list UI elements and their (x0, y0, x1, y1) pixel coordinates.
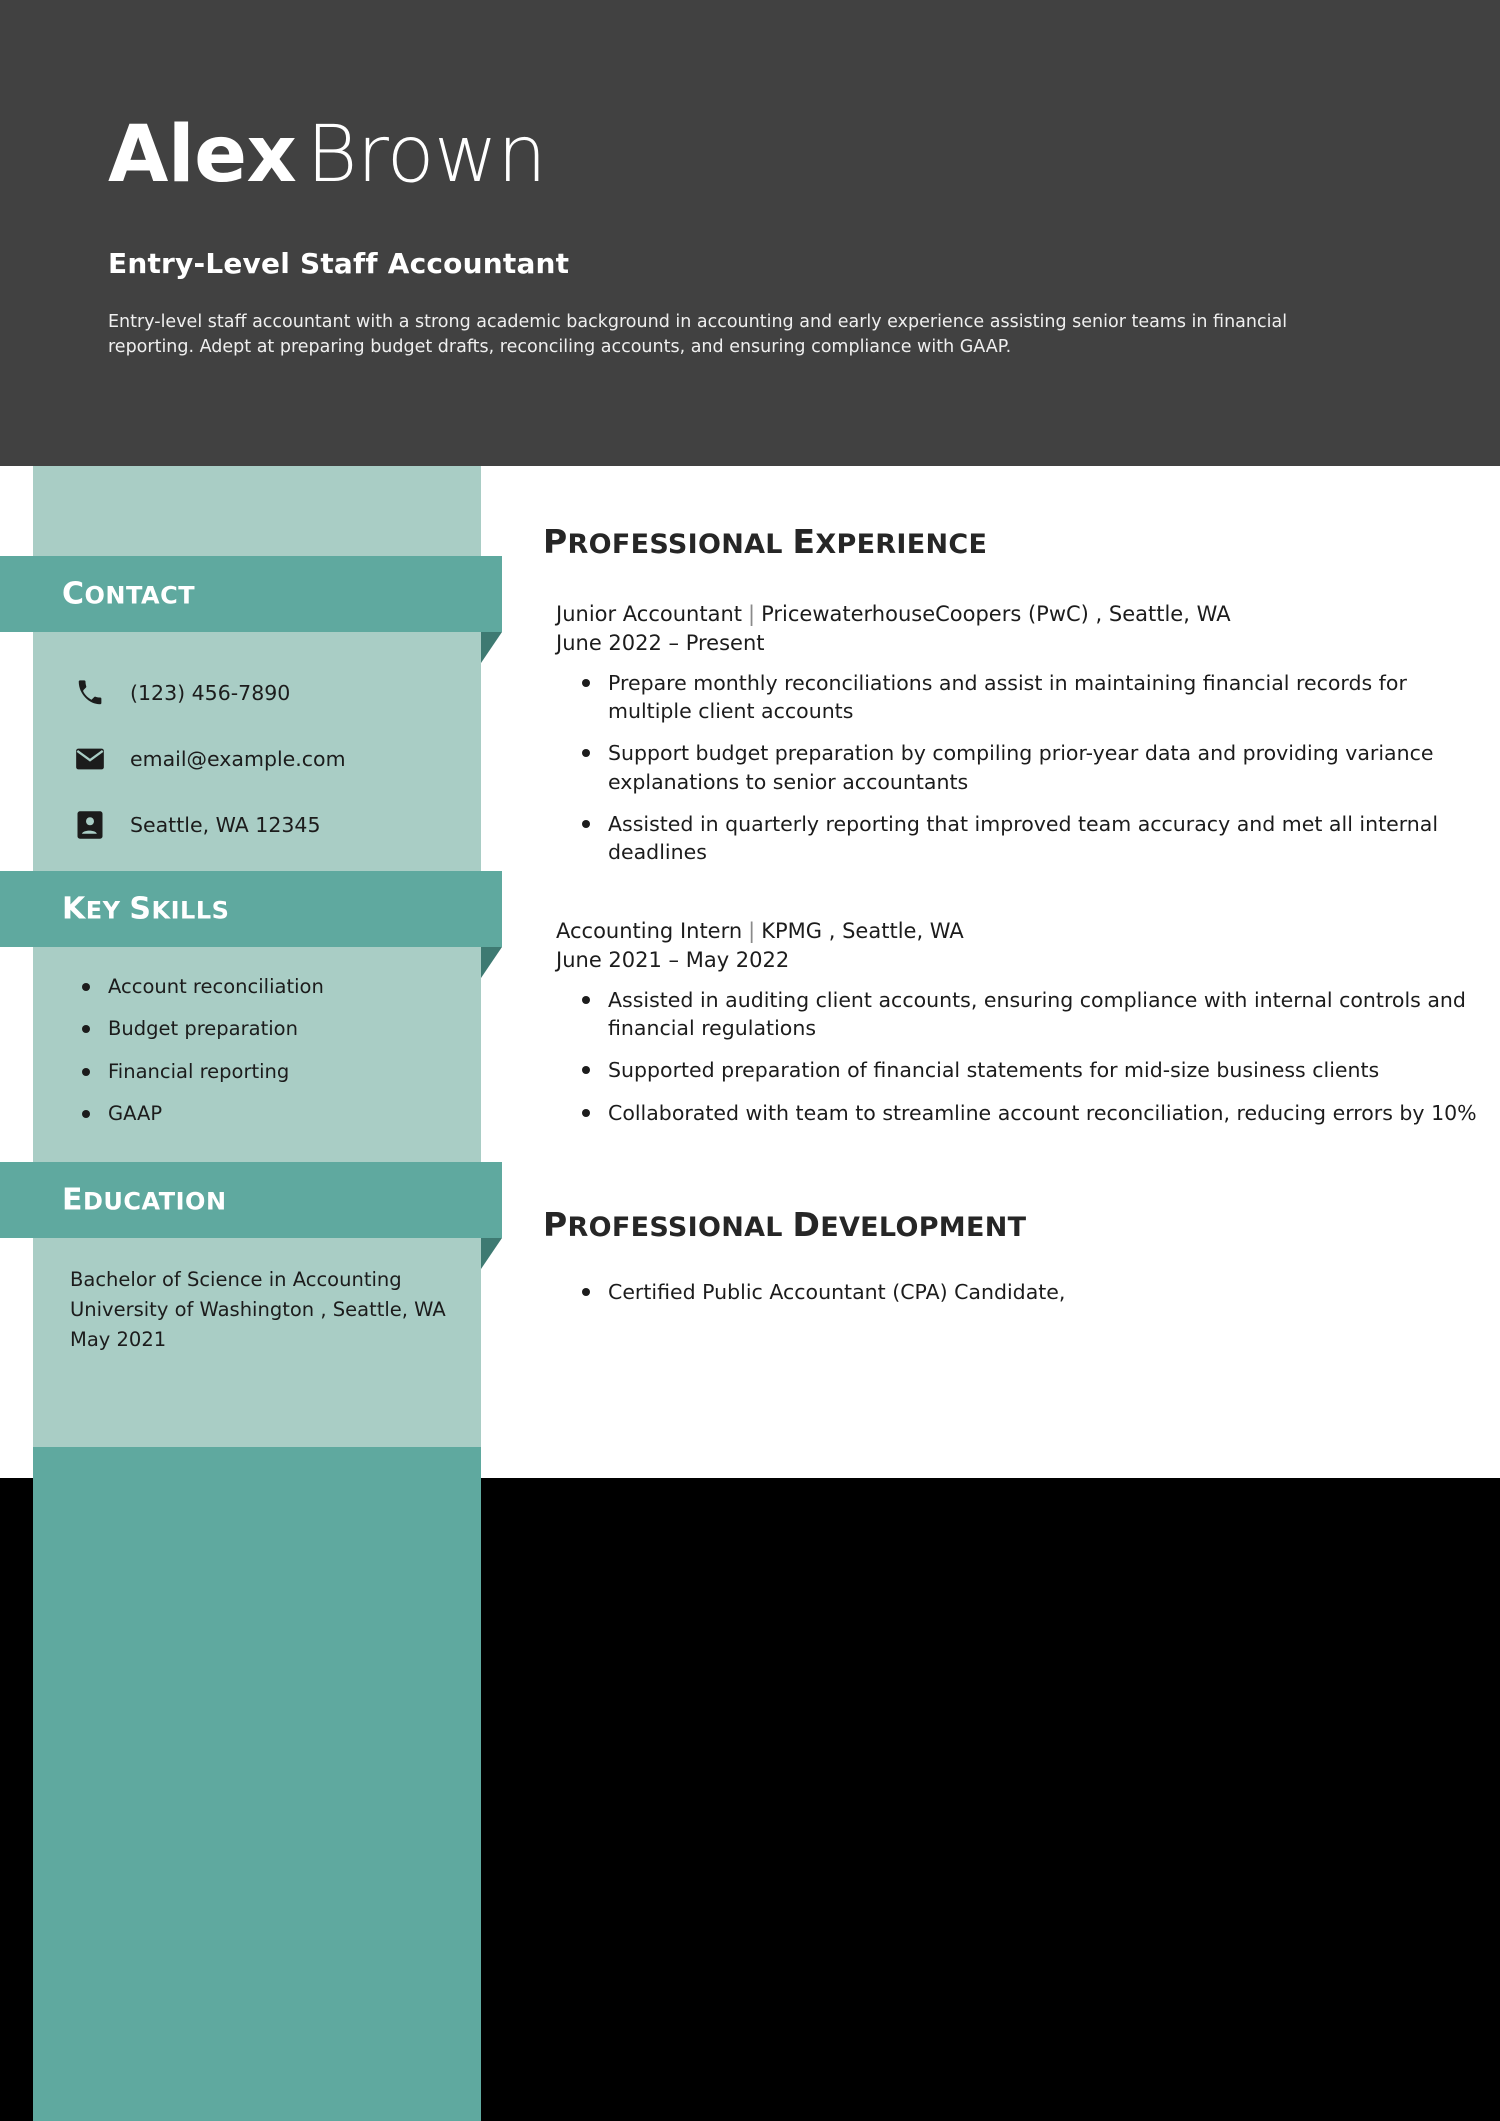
list-item: Prepare monthly reconciliations and assist in maintaining financial records for multiple client accounts (608, 669, 1486, 726)
job-title: Accounting Intern (556, 919, 743, 943)
first-name: Alex (108, 110, 297, 200)
experience-section-heading (543, 522, 987, 561)
list-item: Certified Public Accountant (CPA) Candidate, (608, 1278, 1500, 1306)
list-item: Account reconciliation (70, 975, 450, 998)
experience-entry (556, 600, 1486, 880)
job-company: PricewaterhouseCoopers (PwC) , Seattle, WA (761, 602, 1231, 626)
contact-address-value: Seattle, WA 12345 (130, 813, 321, 837)
job-dates: June 2021 – May 2022 (556, 948, 790, 973)
list-item: Assisted in quarterly reporting that improved team accuracy and met all internal deadlines (608, 810, 1486, 867)
list-item: Supported preparation of financial statements for mid-size business clients (608, 1056, 1486, 1084)
sidebar-accent-strip (33, 1447, 481, 2121)
education-heading-rest: DUCATION (83, 1187, 227, 1216)
contact-item-email (68, 726, 468, 792)
education-heading (62, 1183, 227, 1218)
job-separator: | (748, 602, 756, 626)
experience-heading-rest: XPERIENCE (815, 529, 988, 560)
development-heading-second-initial: D (792, 1205, 821, 1244)
experience-heading-mid: ROFESSIONAL (567, 529, 793, 560)
contact-item-address (68, 792, 468, 858)
education-section-banner (0, 1162, 502, 1238)
education-heading-initial: E (62, 1182, 83, 1218)
resume-header (0, 0, 1500, 466)
job-company: KPMG , Seattle, WA (761, 919, 964, 943)
development-heading-initial: P (543, 1205, 568, 1244)
candidate-name (108, 110, 546, 200)
email-icon (68, 739, 112, 779)
skills-banner-fold (481, 947, 502, 978)
job-title: Junior Accountant (556, 602, 743, 626)
contact-heading (62, 577, 195, 612)
contact-item-phone (68, 660, 468, 726)
job-title-company (556, 600, 1486, 629)
skills-section-banner (0, 871, 502, 947)
contact-heading-initial: C (62, 576, 85, 612)
skills-heading-mid: EY (85, 896, 130, 925)
skills-heading-second-initial: S (129, 891, 152, 927)
skills-heading (62, 892, 229, 927)
last-name: Brown (306, 110, 547, 200)
address-icon (68, 805, 112, 845)
contact-heading-rest: ONTACT (84, 581, 196, 610)
education-degree: Bachelor of Science in Accounting (70, 1268, 402, 1291)
list-item: Assisted in auditing client accounts, ensuring compliance with internal controls and financial regulations (608, 986, 1486, 1043)
contact-list (68, 660, 468, 858)
skills-list (70, 975, 450, 1145)
skills-heading-rest: KILLS (151, 896, 230, 925)
education-entry (70, 1265, 460, 1356)
list-item: GAAP (70, 1102, 450, 1125)
education-date: May 2021 (70, 1328, 167, 1352)
job-dates: June 2022 – Present (556, 631, 765, 656)
job-bullets (556, 986, 1486, 1127)
development-list (556, 1278, 1500, 1306)
contact-banner-fold (481, 632, 502, 663)
candidate-job-title: Entry-Level Staff Accountant (108, 247, 570, 280)
experience-heading-initial: P (543, 522, 568, 561)
list-item: Support budget preparation by compiling prior-year data and providing variance explanations to senior accountants (608, 739, 1486, 796)
contact-email-value: email@example.com (130, 747, 346, 771)
education-banner-fold (481, 1238, 502, 1269)
phone-icon (68, 673, 112, 713)
development-section-heading (543, 1205, 1026, 1244)
list-item: Budget preparation (70, 1017, 450, 1040)
list-item: Financial reporting (70, 1060, 450, 1083)
job-bullets (556, 669, 1486, 867)
development-heading-mid: ROFESSIONAL (567, 1212, 793, 1243)
list-item: Collaborated with team to streamline account reconciliation, reducing errors by 10% (608, 1099, 1486, 1127)
job-title-company (556, 917, 1486, 946)
education-school: University of Washington , Seattle, WA (70, 1298, 446, 1322)
contact-section-banner (0, 556, 502, 632)
experience-heading-second-initial: E (792, 522, 816, 561)
job-separator: | (748, 919, 756, 943)
experience-entry (556, 917, 1486, 1141)
professional-summary: Entry-level staff accountant with a strong academic background in accounting and early experience assisting senior teams in financial reporting. Adept at preparing budget drafts, reconciling accounts, and ensuring compliance with GAAP. (108, 312, 1288, 358)
contact-phone-value: (123) 456-7890 (130, 681, 291, 705)
development-heading-rest: EVELOPMENT (820, 1212, 1027, 1243)
skills-heading-initial: K (62, 891, 86, 927)
